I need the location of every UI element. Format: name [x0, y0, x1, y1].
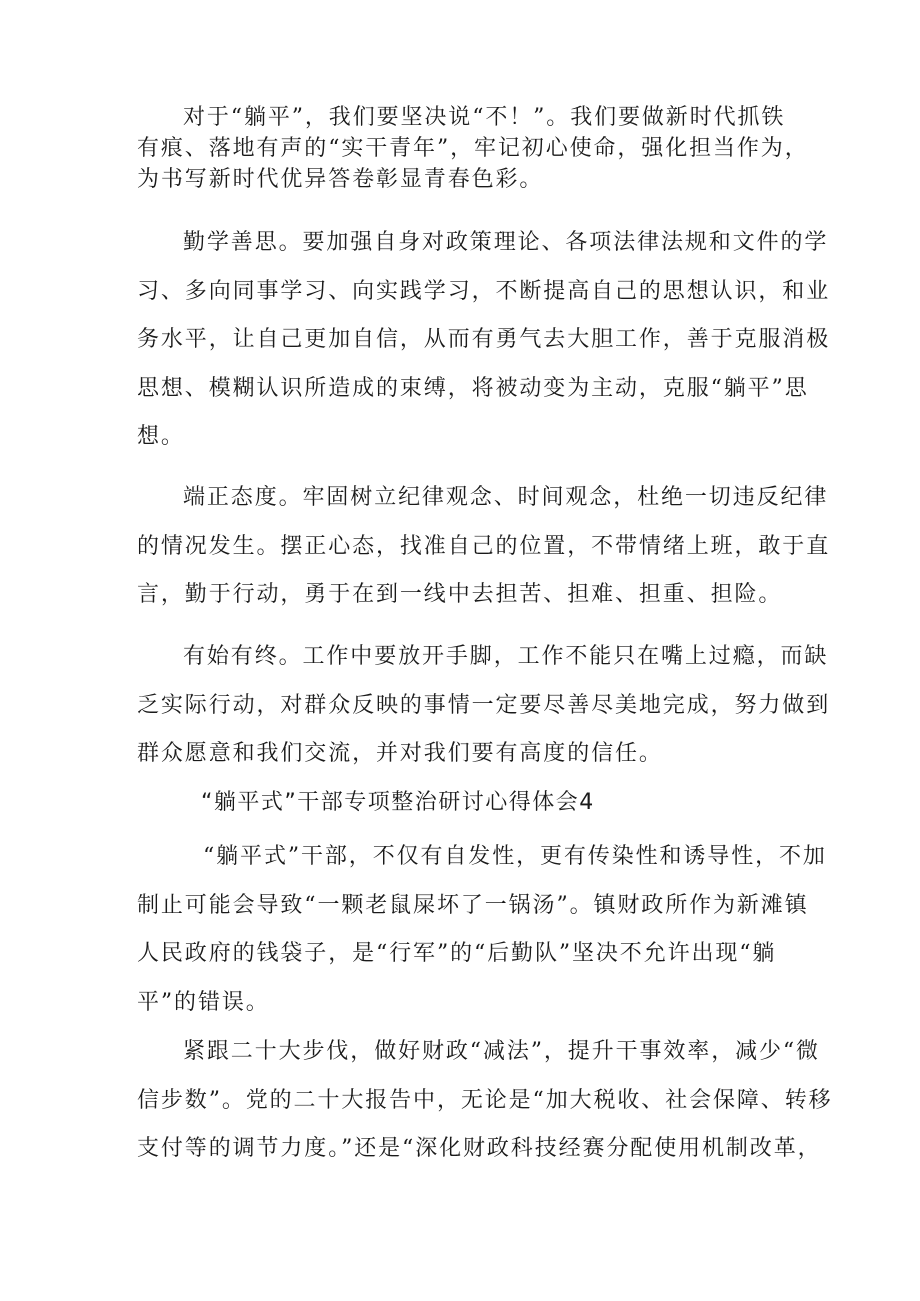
text-line: 言，勤于行动，勇于在到一线中去担苦、担难、担重、担险。	[137, 582, 783, 607]
text-line: 支付等的调节力度。”还是“深化财政科技经赛分配使用机制改革，	[137, 1136, 822, 1161]
text-line: 习、多向同事学习、向实践学习，不断提高自己的思想认识，和业	[137, 278, 831, 304]
text-line: 乏实际行动，对群众反映的事情一定要尽善尽美地完成，努力做到	[137, 692, 831, 718]
text-line: 勤学善思。要加强自身对政策理论、各项法律法规和文件的学	[183, 230, 829, 255]
paragraph-intro	[137, 102, 809, 195]
paragraph-cadre	[137, 833, 827, 1027]
section-title: “躺平式”干部专项整治研讨心得体会4	[201, 790, 595, 815]
paragraph-study	[137, 219, 831, 462]
text-line: 平”的错误。	[137, 989, 270, 1015]
text-line: 信步数”。党的二十大报告中，无论是“加大税收、社会保障、转移	[137, 1087, 833, 1113]
text-line: “躺平式”干部，不仅有自发性，更有传染性和诱导性，不加	[203, 844, 827, 869]
text-line: 务水平，让自己更加自信，从而有勇气去大胆工作，善于克服消极	[137, 327, 831, 352]
paragraph-persistence	[137, 633, 831, 779]
text-line: 群众愿意和我们交流，并对我们要有高度的信任。	[137, 741, 663, 766]
text-line: 想。	[137, 424, 185, 449]
paragraph-congress	[137, 1028, 833, 1174]
text-line: 人民政府的钱袋子，是“行军”的“后勤队”坚决不允许出现“躺	[137, 941, 777, 966]
text-line: 对于“躺平”，我们要坚决说“不！”。我们要做新时代抓铁	[183, 105, 786, 130]
text-line: 紧跟二十大步伐，做好财政“减法”，提升干事效率，减少“微	[183, 1039, 820, 1064]
paragraph-attitude	[137, 474, 831, 620]
text-line: 制止可能会导致“一颗老鼠屎坏了一锅汤”。镇财政所作为新滩镇	[137, 892, 809, 918]
text-line: 思想、模糊认识所造成的束缚，将被动变为主动，克服“躺平”思	[137, 375, 809, 401]
text-line: 的情况发生。摆正心态，找准自己的位置，不带情绪上班，敢于直	[137, 533, 831, 559]
text-line: 端正态度。牢固树立纪律观念、时间观念，杜绝一切违反纪律	[183, 485, 829, 510]
text-line: 为书写新时代优异答卷彰显青春色彩。	[137, 167, 544, 192]
text-line: 有始有终。工作中要放开手脚，工作不能只在嘴上过瘾，而缺	[183, 644, 829, 669]
text-line: 有痕、落地有声的“实干青年”，牢记初心使命，强化担当作为，	[137, 136, 809, 161]
